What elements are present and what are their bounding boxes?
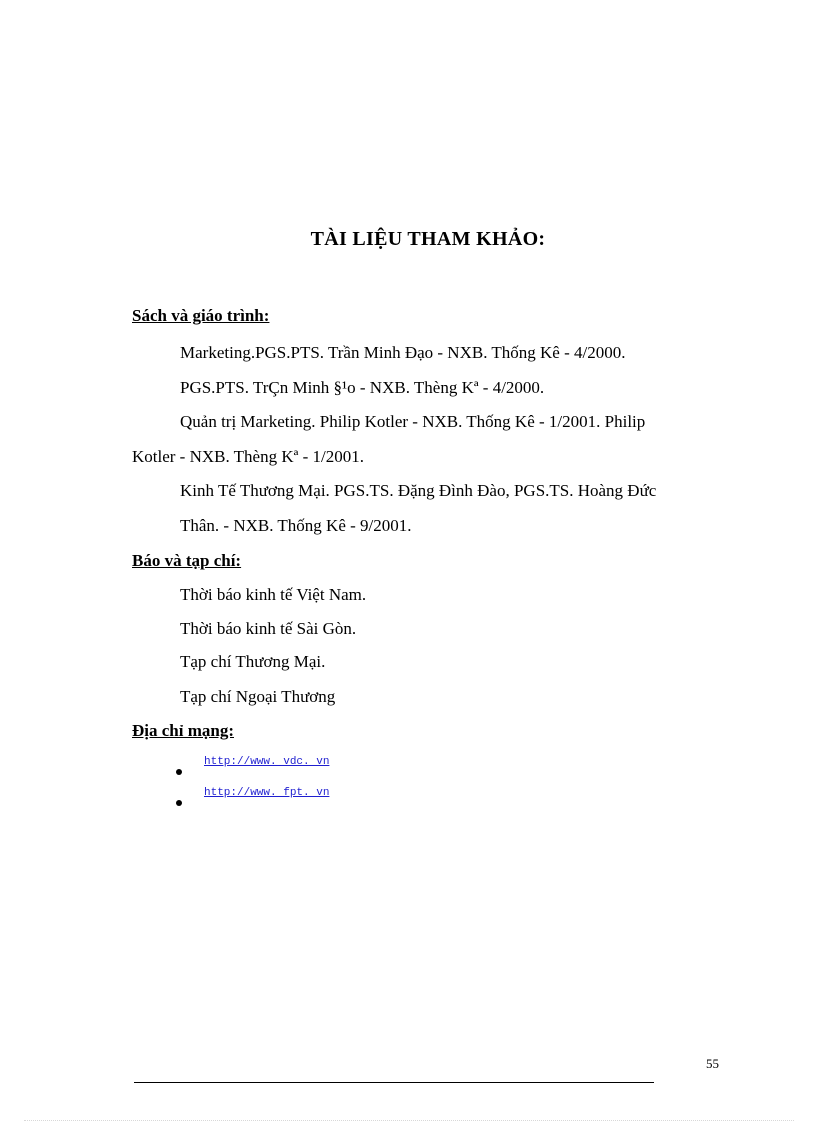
section-heading-press: Báo và tạp chí: bbox=[132, 551, 242, 570]
page-edge-divider bbox=[24, 1120, 794, 1121]
page-number: 55 bbox=[706, 1056, 719, 1071]
reference-line: Marketing.PGS.PTS. Trần Minh Đạo - NXB. Thống Kê - 4/2000. bbox=[180, 343, 626, 362]
bullet-icon bbox=[176, 800, 182, 806]
web-link-fpt[interactable]: http://www. fpt. vn bbox=[204, 787, 330, 799]
press-line: Thời báo kinh tế Việt Nam. bbox=[180, 585, 367, 604]
section-heading-web: Địa chỉ mạng: bbox=[132, 721, 234, 740]
reference-line: Quản trị Marketing. Philip Kotler - NXB. Thống Kê - 1/2001. Philip bbox=[180, 412, 646, 431]
web-link-vdc[interactable]: http://www. vdc. vn bbox=[204, 756, 330, 768]
footer-divider bbox=[134, 1082, 654, 1083]
reference-line: Thân. - NXB. Thống Kê - 9/2001. bbox=[180, 516, 412, 535]
press-line: Tạp chí Thương Mại. bbox=[180, 652, 326, 671]
page-title: TÀI LIỆU THAM KHẢO: bbox=[310, 228, 546, 250]
press-line: Tạp chí Ngoại Thương bbox=[180, 687, 336, 706]
reference-line: Kotler - NXB. Thèng Kª - 1/2001. bbox=[132, 447, 364, 466]
section-heading-books: Sách và giáo trình: bbox=[132, 306, 270, 325]
reference-line: Kinh Tế Thương Mại. PGS.TS. Đặng Đình Đào, PGS.TS. Hoàng Đức bbox=[180, 481, 657, 500]
reference-line: PGS.PTS. TrÇn Minh §¹o - NXB. Thèng Kª - 4/2000. bbox=[180, 378, 545, 397]
bullet-icon bbox=[176, 769, 182, 775]
press-line: Thời báo kinh tế Sài Gòn. bbox=[180, 619, 357, 638]
